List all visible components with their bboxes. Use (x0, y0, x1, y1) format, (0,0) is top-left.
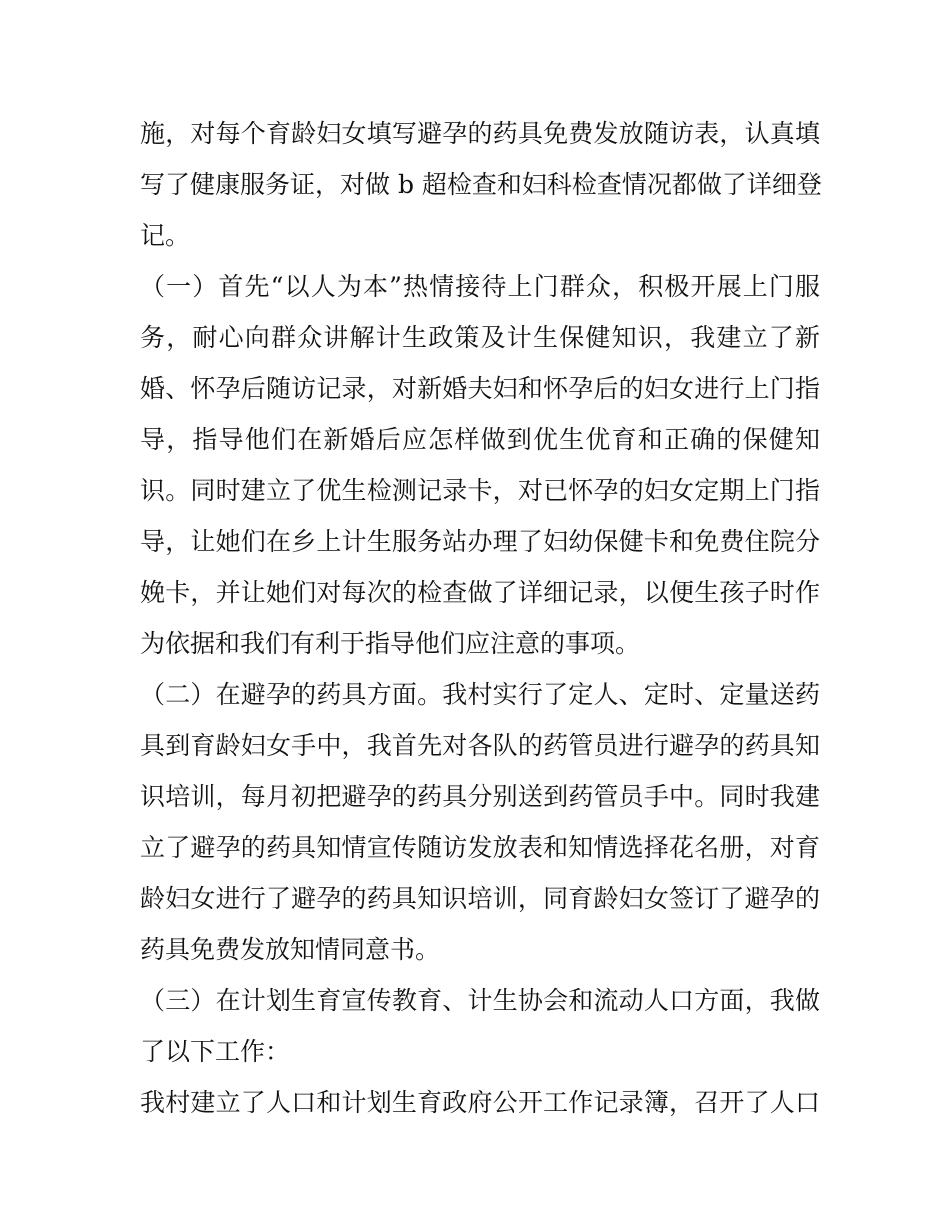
text-line: 识。同时建立了优生检测记录卡，对已怀孕的妇女定期上门指 (140, 476, 820, 505)
text-line: 施，对每个育龄妇女填写避孕的药具免费发放随访表，认真填 (140, 119, 820, 148)
text-line: 娩卡，并让她们对每次的检查做了详细记录，以便生孩子时作 (140, 578, 820, 607)
text-line: 记。 (140, 221, 191, 250)
text-line: （一）首先“以人为本”热情接待上门群众，积极开展上门服 (140, 272, 820, 301)
text-line: 写了健康服务证，对做 b 超检查和妇科检查情况都做了详细登 (140, 170, 822, 199)
text-line: 导，指导他们在新婚后应怎样做到优生优育和正确的保健知 (140, 425, 820, 454)
text-line: 识培训，每月初把避孕的药具分别送到药管员手中。同时我建 (140, 782, 820, 811)
text-line: 导，让她们在乡上计生服务站办理了妇幼保健卡和免费住院分 (140, 527, 820, 556)
text-line: 立了避孕的药具知情宣传随访发放表和知情选择花名册，对育 (140, 833, 820, 862)
text-line: 务，耐心向群众讲解计生政策及计生保健知识，我建立了新 (140, 323, 820, 352)
text-line: 为依据和我们有利于指导他们应注意的事项。 (140, 629, 641, 658)
text-line: 了以下工作： (140, 1037, 291, 1066)
text-line: （二）在避孕的药具方面。我村实行了定人、定时、定量送药 (140, 680, 820, 709)
text-line: 药具免费发放知情同意书。 (140, 935, 441, 964)
document-body (140, 108, 820, 1128)
text-line: 我村建立了人口和计划生育政府公开工作记录簿，召开了人口 (140, 1088, 820, 1117)
text-line: 婚、怀孕后随访记录，对新婚夫妇和怀孕后的妇女进行上门指 (140, 374, 820, 403)
text-line: 龄妇女进行了避孕的药具知识培训，同育龄妇女签订了避孕的 (140, 884, 820, 913)
text-line: （三）在计划生育宣传教育、计生协会和流动人口方面，我做 (140, 986, 820, 1015)
text-line: 具到育龄妇女手中，我首先对各队的药管员进行避孕的药具知 (140, 731, 820, 760)
